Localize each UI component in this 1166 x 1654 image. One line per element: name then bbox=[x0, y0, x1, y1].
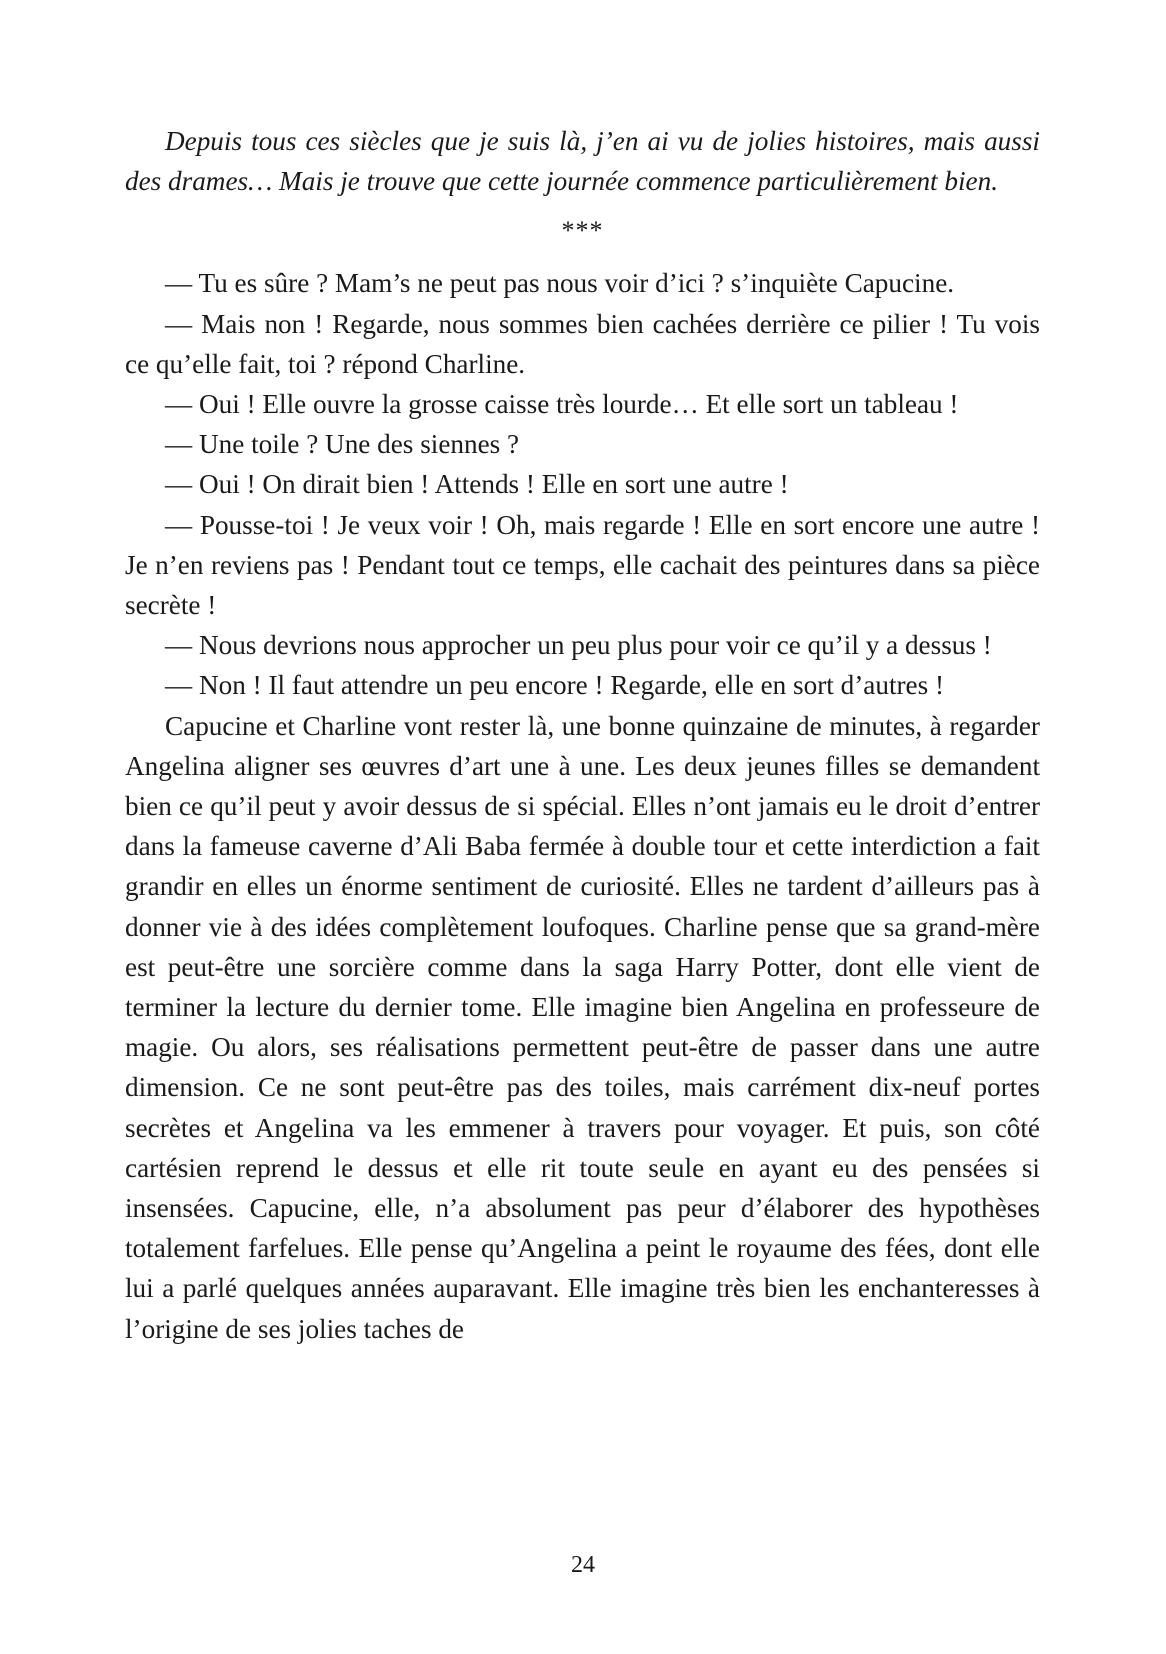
dialogue-line: — Nous devrions nous approcher un peu plus pour voir ce qu’il y a dessus ! bbox=[165, 630, 992, 661]
dialogue-line: — Une toile ? Une des siennes ? bbox=[165, 429, 520, 460]
dialogue-line: — Oui ! Elle ouvre la grosse caisse très lourde… Et elle sort un tableau ! bbox=[165, 389, 959, 420]
dialogue-line: — Mais non ! Regarde, nous sommes bien cachées derrière ce pilier ! Tu vois ce qu’elle fait, toi ? répond Charline. bbox=[125, 308, 1040, 379]
narrative-paragraph: Capucine et Charline vont rester là, une bonne quinzaine de minutes, à regarder Angelina aligner ses œuvres d’art une à une. Les deux jeunes filles se demandent bien ce qu’il peut y avoir dessus de si spécial. Elles n’ont jamais eu le droit d’entrer dans la fameuse caverne d’Ali Baba fermée à double tour et cette interdiction a fait grandir en elles un énorme sentiment de curiosité. Elles ne tardent d’ailleurs pas à donner vie à des idées complètement loufoques. Charline pense que sa grand-mère est peut-être une sorcière comme dans la saga Harry Potter, dont elle vient de terminer la lecture du dernier tome. Elle imagine bien Angelina en professeure de magie. Ou alors, ses réalisations permettent peut-être de passer dans une autre dimension. Ce ne sont peut-être pas des toiles, mais carrément dix-neuf portes secrètes et Angelina va les emmener à travers pour voyager. Et puis, son côté cartésien reprend le dessus et elle rit toute seule en ayant eu des pensées si insensées. Capucine, elle, n’a absolument pas peur d’élaborer des hypothèses totalement farfelues. Elle pense qu’Angelina a peint le royaume des fées, dont elle lui a parlé quelques années auparavant. Elle imagine très bien les enchanteresses à l’origine de ses jolies taches de bbox=[125, 710, 1040, 1344]
book-page-body bbox=[125, 121, 1040, 1349]
dialogue-line: — Tu es sûre ? Mam’s ne peut pas nous voir d’ici ? s’inquiète Capucine. bbox=[165, 268, 955, 299]
page-number: 24 bbox=[571, 1552, 595, 1578]
intro-paragraph: Depuis tous ces siècles que je suis là, j’en ai vu de jolies histoires, mais aussi des drames… Mais je trouve que cette journée commence particulièrement bien. bbox=[125, 126, 1040, 197]
section-separator: *** bbox=[561, 216, 604, 246]
dialogue-line: — Non ! Il faut attendre un peu encore ! Regarde, elle en sort d’autres ! bbox=[165, 670, 945, 701]
dialogue-line: — Oui ! On dirait bien ! Attends ! Elle en sort une autre ! bbox=[165, 469, 789, 500]
dialogue-line: — Pousse-toi ! Je veux voir ! Oh, mais regarde ! Elle en sort encore une autre ! Je n’en reviens pas ! Pendant tout ce temps, elle cachait des peintures dans sa pièce secrète ! bbox=[125, 509, 1040, 621]
